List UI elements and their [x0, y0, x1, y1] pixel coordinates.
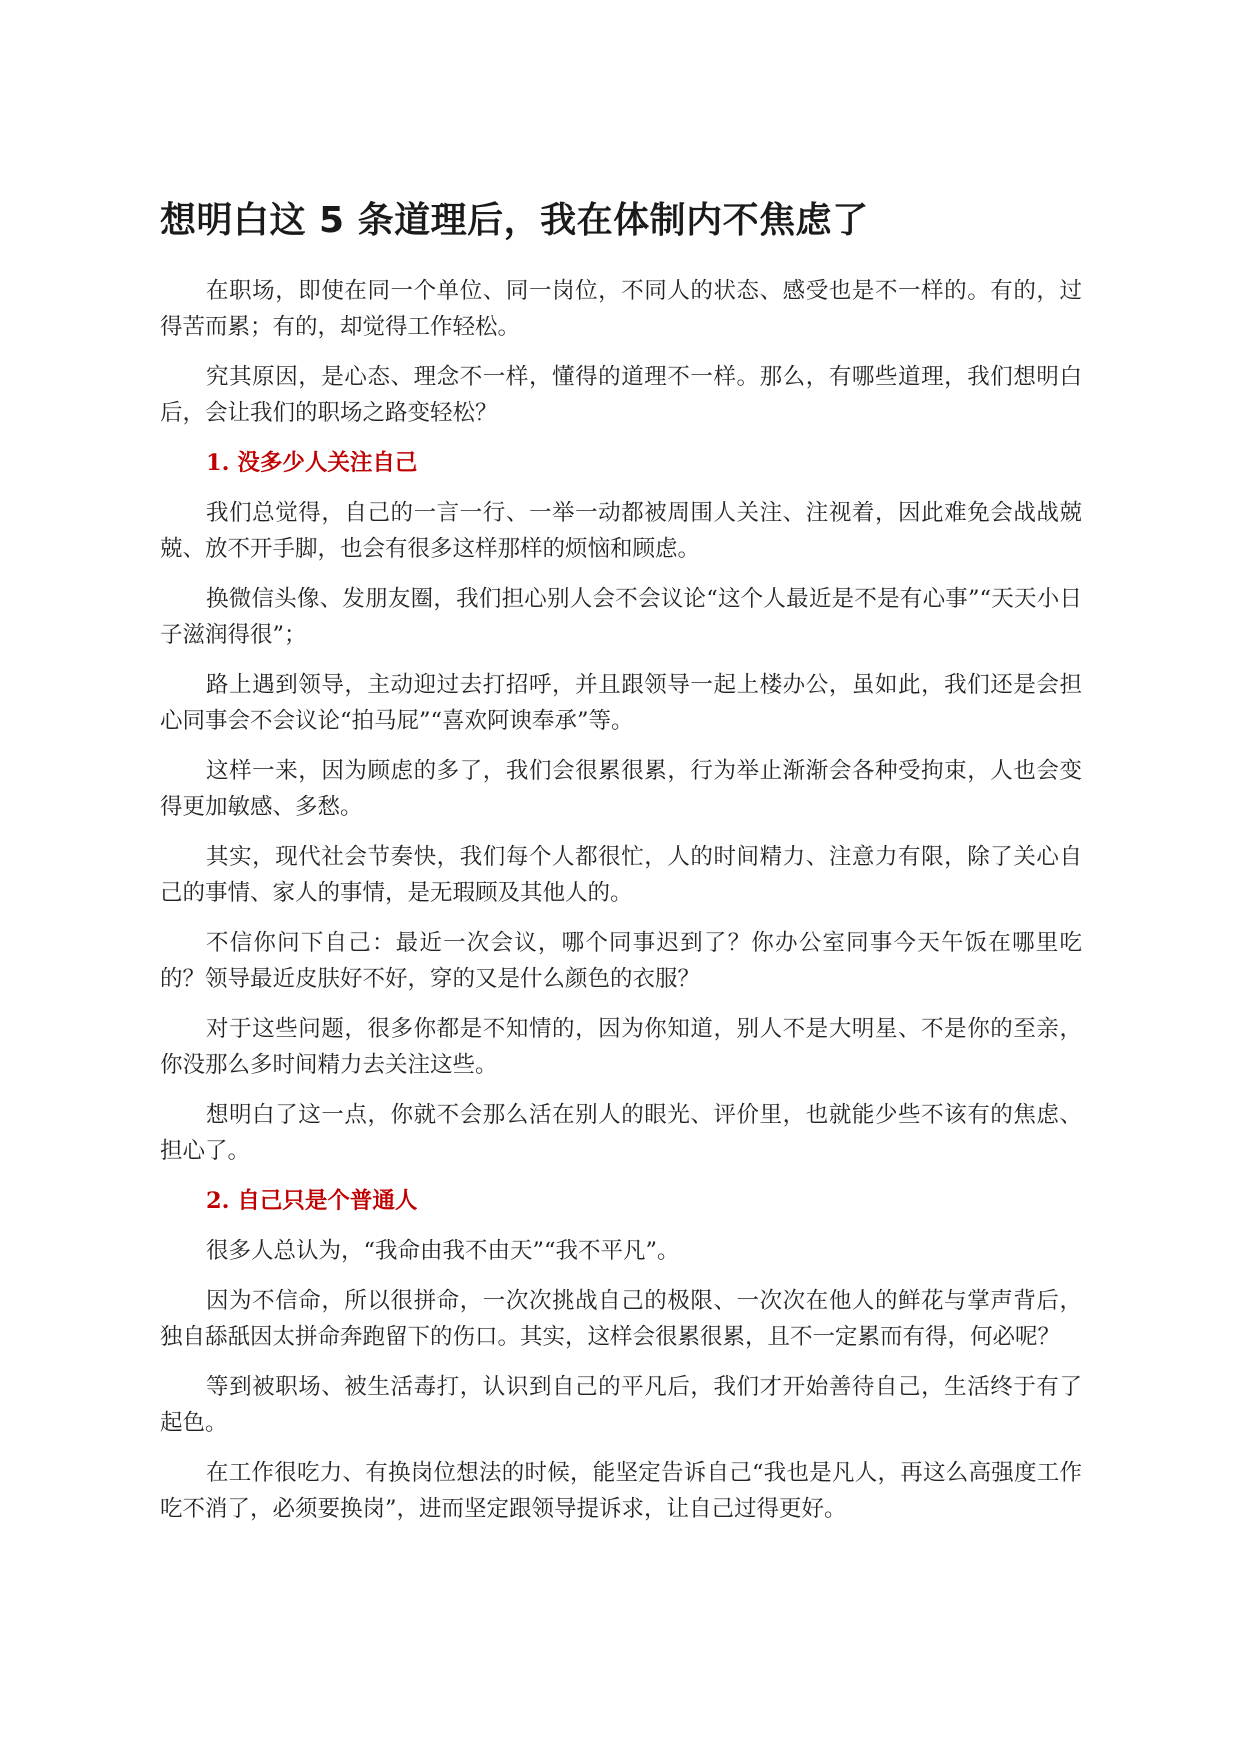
section-heading-2: 2. 自己只是个普通人 [206, 1188, 418, 1214]
section1-paragraph: 对于这些问题，很多你都是不知情的，因为你知道，别人不是大明星、不是你的至亲，你没那么多时间精力去关注这些。 [160, 1016, 1082, 1078]
section2-paragraph: 在工作很吃力、有换岗位想法的时候，能坚定告诉自己“我也是凡人，再这么高强度工作吃不消了，必须要换岗”，进而坚定跟领导提诉求，让自己过得更好。 [160, 1460, 1082, 1522]
section2-paragraph: 很多人总认为，“我命由我不由天”“我不平凡”。 [206, 1238, 680, 1264]
section1-paragraph: 换微信头像、发朋友圈，我们担心别人会不会议论“这个人最近是不是有心事”“天天小日子滋润得很”； [160, 586, 1082, 648]
section1-paragraph: 想明白了这一点，你就不会那么活在别人的眼光、评价里，也就能少些不该有的焦虑、担心了。 [160, 1102, 1082, 1164]
section2-paragraph: 等到被职场、被生活毒打，认识到自己的平凡后，我们才开始善待自己，生活终于有了起色。 [160, 1374, 1082, 1436]
section2-paragraph: 因为不信命，所以很拼命，一次次挑战自己的极限、一次次在他人的鲜花与掌声背后，独自舔舐因太拼命奔跑留下的伤口。其实，这样会很累很累，且不一定累而有得，何必呢？ [160, 1288, 1082, 1350]
document-page [160, 196, 1082, 1541]
intro-paragraph: 在职场，即使在同一个单位、同一岗位，不同人的状态、感受也是不一样的。有的，过得苦而累；有的，却觉得工作轻松。 [160, 278, 1082, 340]
section1-paragraph: 路上遇到领导，主动迎过去打招呼，并且跟领导一起上楼办公，虽如此，我们还是会担心同事会不会议论“拍马屁”“喜欢阿谀奉承”等。 [160, 672, 1082, 734]
section1-paragraph: 不信你问下自己：最近一次会议，哪个同事迟到了？你办公室同事今天午饭在哪里吃的？领导最近皮肤好不好，穿的又是什么颜色的衣服？ [160, 930, 1082, 992]
section1-paragraph: 其实，现代社会节奏快，我们每个人都很忙，人的时间精力、注意力有限，除了关心自己的事情、家人的事情，是无瑕顾及其他人的。 [160, 844, 1082, 906]
section1-paragraph: 这样一来，因为顾虑的多了，我们会很累很累，行为举止渐渐会各种受拘束，人也会变得更加敏感、多愁。 [160, 758, 1082, 820]
intro-paragraph: 究其原因，是心态、理念不一样，懂得的道理不一样。那么，有哪些道理，我们想明白后，会让我们的职场之路变轻松？ [160, 364, 1082, 426]
section1-paragraph: 我们总觉得，自己的一言一行、一举一动都被周围人关注、注视着，因此难免会战战兢兢、放不开手脚，也会有很多这样那样的烦恼和顾虑。 [160, 500, 1082, 562]
article-title: 想明白这 5 条道理后，我在体制内不焦虑了 [160, 200, 869, 241]
section-heading-1: 1. 没多少人关注自己 [206, 450, 418, 476]
